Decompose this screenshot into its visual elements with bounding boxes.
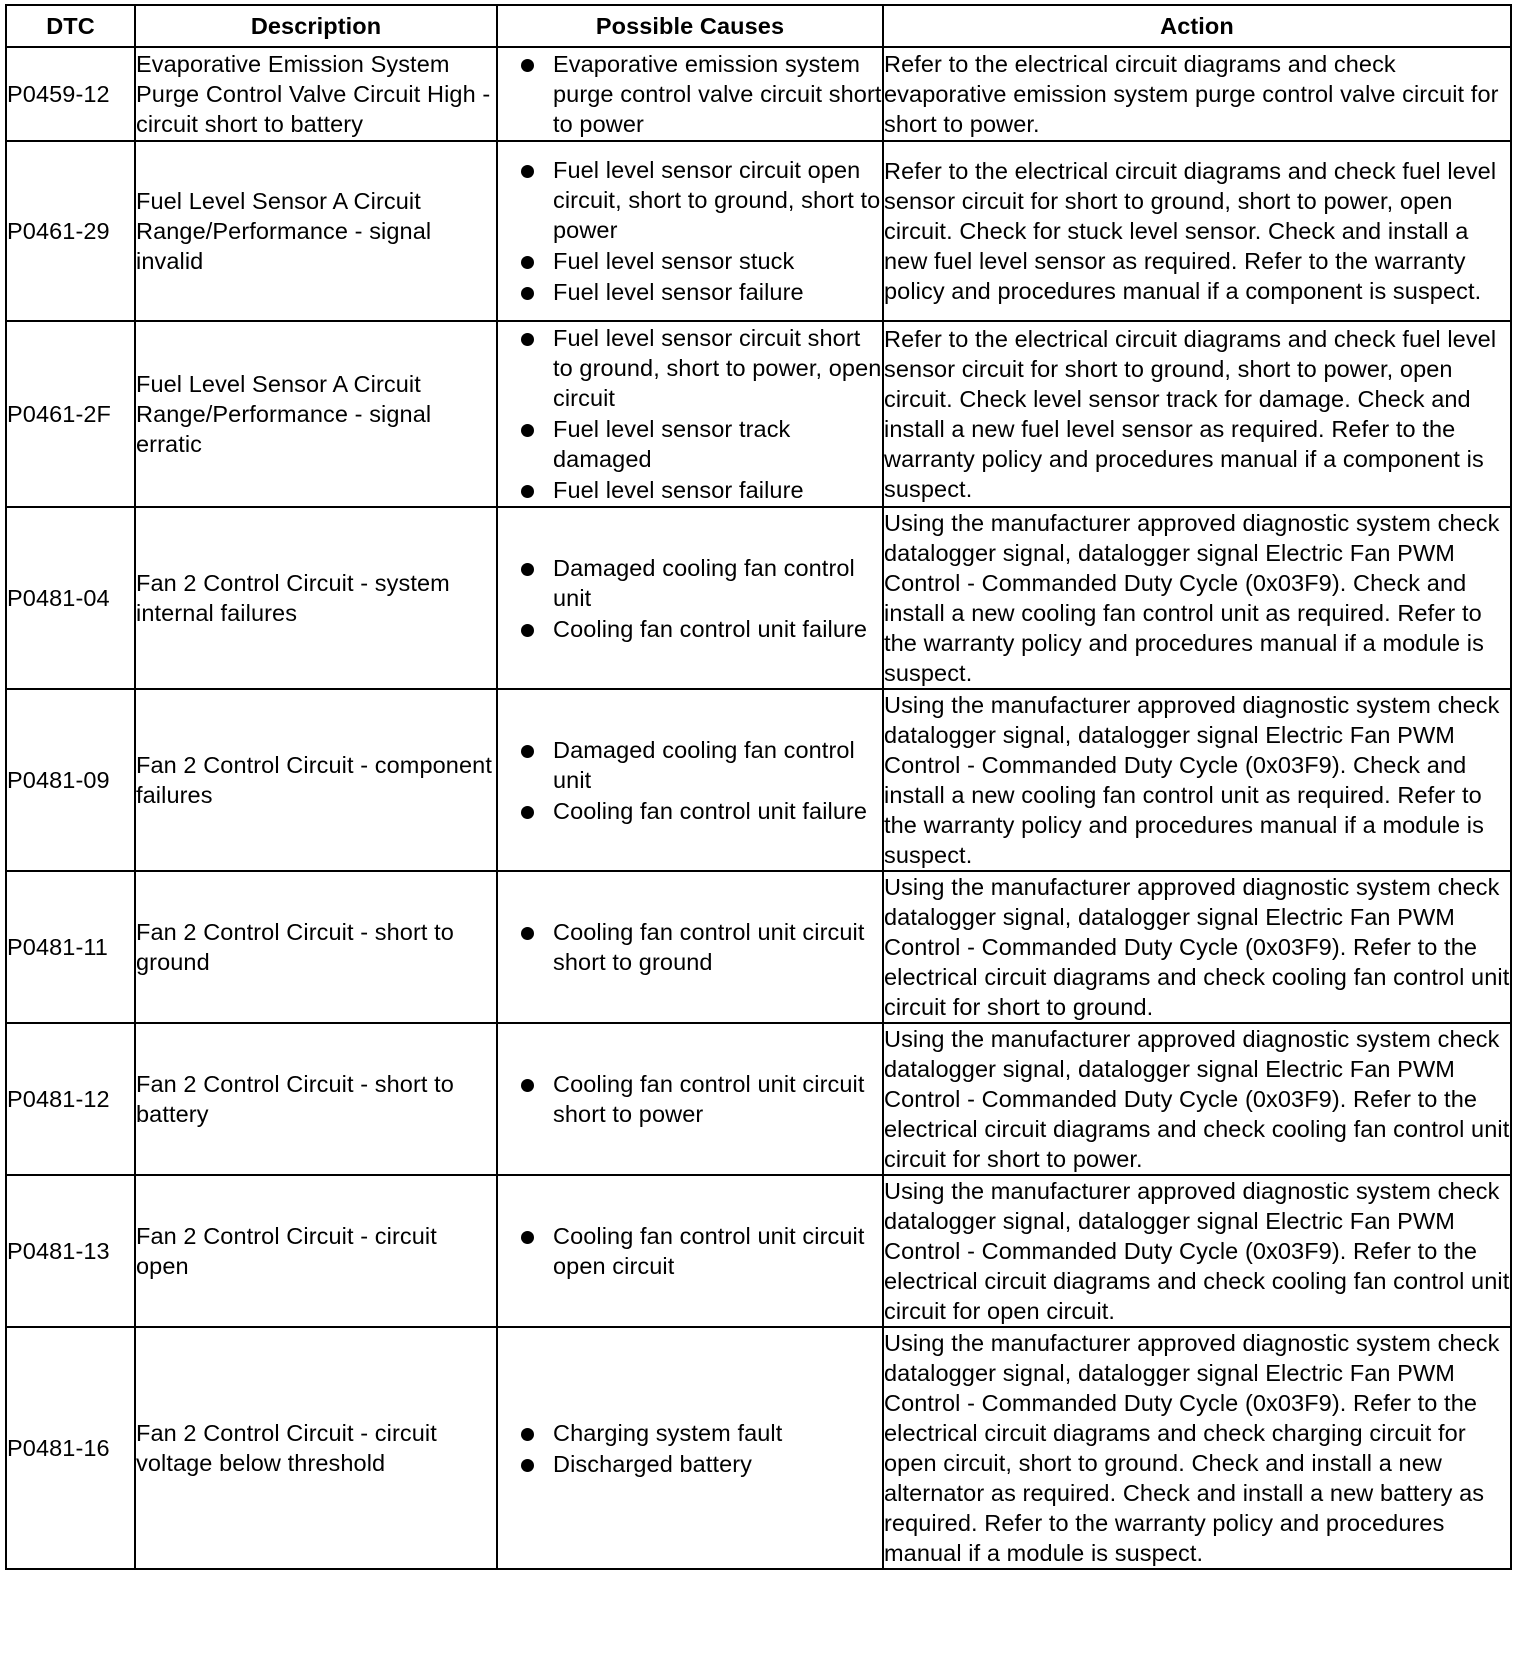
causes-list bbox=[498, 553, 882, 644]
dtc-code: P0481-16 bbox=[6, 1327, 135, 1569]
bullet-icon bbox=[521, 745, 534, 758]
bullet-icon bbox=[521, 424, 534, 437]
cause-text: Cooling fan control unit failure bbox=[553, 615, 868, 642]
table-row bbox=[6, 321, 1511, 507]
cause-item bbox=[498, 1418, 882, 1448]
causes-list bbox=[498, 1069, 882, 1129]
header-description: Description bbox=[135, 5, 497, 47]
dtc-description: Fan 2 Control Circuit - circuit voltage below threshold bbox=[135, 1327, 497, 1569]
possible-causes bbox=[497, 1175, 883, 1327]
cause-item bbox=[498, 1069, 882, 1129]
cause-item bbox=[498, 614, 882, 644]
cause-text: Fuel level sensor failure bbox=[553, 279, 804, 305]
bullet-icon bbox=[521, 1079, 534, 1092]
dtc-description: Fan 2 Control Circuit - component failures bbox=[135, 689, 497, 871]
causes-list bbox=[498, 917, 882, 977]
dtc-description: Fan 2 Control Circuit - circuit open bbox=[135, 1175, 497, 1327]
causes-list bbox=[498, 49, 882, 139]
header-possible-causes: Possible Causes bbox=[497, 5, 883, 47]
dtc-code: P0459-12 bbox=[6, 47, 135, 141]
dtc-code: P0461-29 bbox=[6, 141, 135, 321]
possible-causes bbox=[497, 141, 883, 321]
dtc-action: Using the manufacturer approved diagnostic system check datalogger signal, datalogger signal Electric Fan PWM Control - Commanded Duty Cycle (0x03F9). Check and install a new cooling fan control unit as required. Refer to the warranty policy and procedures manual if a module is suspect. bbox=[883, 507, 1511, 689]
cause-text: Damaged cooling fan control unit bbox=[553, 736, 855, 793]
cause-text: Fuel level sensor failure bbox=[553, 477, 804, 503]
bullet-icon bbox=[521, 563, 534, 576]
causes-list bbox=[498, 1418, 882, 1479]
dtc-description: Fan 2 Control Circuit - system internal failures bbox=[135, 507, 497, 689]
causes-list bbox=[498, 323, 882, 505]
possible-causes bbox=[497, 507, 883, 689]
dtc-table-container bbox=[5, 4, 1510, 1570]
dtc-description: Evaporative Emission System Purge Control Valve Circuit High - circuit short to battery bbox=[135, 47, 497, 141]
dtc-action: Refer to the electrical circuit diagrams and check fuel level sensor circuit for short to ground, short to power, open circuit. Check level sensor track for damage. Check and install a new fuel level sensor as required. Refer to the warranty policy and procedures manual if a component is suspect. bbox=[883, 321, 1511, 507]
cause-text: Cooling fan control unit circuit short to power bbox=[553, 1071, 865, 1127]
dtc-description: Fan 2 Control Circuit - short to ground bbox=[135, 871, 497, 1023]
dtc-code: P0481-04 bbox=[6, 507, 135, 689]
bullet-icon bbox=[521, 1428, 534, 1441]
dtc-action: Using the manufacturer approved diagnostic system check datalogger signal, datalogger signal Electric Fan PWM Control - Commanded Duty Cycle (0x03F9). Refer to the electrical circuit diagrams and check charging circuit for open circuit, short to ground. Check and install a new alternator as required. Check and install a new battery as required. Refer to the warranty policy and procedures manual if a module is suspect. bbox=[883, 1327, 1511, 1569]
table-body bbox=[6, 47, 1511, 1569]
table-row bbox=[6, 1023, 1511, 1175]
cause-item bbox=[498, 1449, 882, 1479]
cause-item bbox=[498, 155, 882, 245]
table-row bbox=[6, 1175, 1511, 1327]
cause-text: Cooling fan control unit circuit open circuit bbox=[553, 1223, 865, 1279]
bullet-icon bbox=[521, 806, 534, 819]
bullet-icon bbox=[521, 1459, 534, 1472]
dtc-action: Using the manufacturer approved diagnostic system check datalogger signal, datalogger signal Electric Fan PWM Control - Commanded Duty Cycle (0x03F9). Check and install a new cooling fan control unit as required. Refer to the warranty policy and procedures manual if a module is suspect. bbox=[883, 689, 1511, 871]
cause-item bbox=[498, 246, 882, 276]
bullet-icon bbox=[521, 333, 534, 346]
possible-causes bbox=[497, 1327, 883, 1569]
table-row bbox=[6, 141, 1511, 321]
cause-text: Fuel level sensor circuit short to ground, short to power, open circuit bbox=[553, 325, 882, 411]
bullet-icon bbox=[521, 485, 534, 498]
cause-text: Cooling fan control unit circuit short to ground bbox=[553, 919, 865, 975]
cause-item bbox=[498, 475, 882, 505]
cause-text: Fuel level sensor circuit open circuit, short to ground, short to power bbox=[553, 157, 881, 243]
possible-causes bbox=[497, 871, 883, 1023]
table-header-row bbox=[6, 5, 1511, 47]
causes-list bbox=[498, 155, 882, 307]
cause-text: Evaporative emission system purge control valve circuit short to power bbox=[553, 51, 882, 137]
possible-causes bbox=[497, 47, 883, 141]
dtc-action: Using the manufacturer approved diagnostic system check datalogger signal, datalogger signal Electric Fan PWM Control - Commanded Duty Cycle (0x03F9). Refer to the electrical circuit diagrams and check cooling fan control unit circuit for open circuit. bbox=[883, 1175, 1511, 1327]
dtc-table bbox=[5, 4, 1512, 1570]
cause-text: Fuel level sensor track damaged bbox=[553, 416, 791, 472]
dtc-action: Using the manufacturer approved diagnostic system check datalogger signal, datalogger signal Electric Fan PWM Control - Commanded Duty Cycle (0x03F9). Refer to the electrical circuit diagrams and check cooling fan control unit circuit for short to ground. bbox=[883, 871, 1511, 1023]
dtc-description: Fuel Level Sensor A Circuit Range/Performance - signal invalid bbox=[135, 141, 497, 321]
cause-text: Charging system fault bbox=[553, 1419, 783, 1446]
dtc-description: Fan 2 Control Circuit - short to battery bbox=[135, 1023, 497, 1175]
causes-list bbox=[498, 735, 882, 826]
table-row bbox=[6, 507, 1511, 689]
cause-item bbox=[498, 1221, 882, 1281]
bullet-icon bbox=[521, 287, 534, 300]
possible-causes bbox=[497, 321, 883, 507]
cause-item bbox=[498, 414, 882, 474]
cause-item bbox=[498, 277, 882, 307]
possible-causes bbox=[497, 689, 883, 871]
dtc-code: P0481-11 bbox=[6, 871, 135, 1023]
cause-text: Discharged battery bbox=[553, 1450, 753, 1477]
header-dtc: DTC bbox=[6, 5, 135, 47]
dtc-code: P0481-09 bbox=[6, 689, 135, 871]
cause-item bbox=[498, 917, 882, 977]
bullet-icon bbox=[521, 927, 534, 940]
cause-item bbox=[498, 735, 882, 795]
dtc-description: Fuel Level Sensor A Circuit Range/Performance - signal erratic bbox=[135, 321, 497, 507]
bullet-icon bbox=[521, 59, 534, 72]
table-row bbox=[6, 1327, 1511, 1569]
cause-text: Cooling fan control unit failure bbox=[553, 797, 868, 824]
causes-list bbox=[498, 1221, 882, 1281]
dtc-code: P0481-12 bbox=[6, 1023, 135, 1175]
header-action: Action bbox=[883, 5, 1511, 47]
table-row bbox=[6, 871, 1511, 1023]
cause-text: Damaged cooling fan control unit bbox=[553, 554, 855, 611]
table-row bbox=[6, 689, 1511, 871]
dtc-action: Refer to the electrical circuit diagrams and check evaporative emission system purge control valve circuit for short to power. bbox=[883, 47, 1511, 141]
bullet-icon bbox=[521, 1231, 534, 1244]
dtc-action: Using the manufacturer approved diagnostic system check datalogger signal, datalogger signal Electric Fan PWM Control - Commanded Duty Cycle (0x03F9). Refer to the electrical circuit diagrams and check cooling fan control unit circuit for short to power. bbox=[883, 1023, 1511, 1175]
cause-text: Fuel level sensor stuck bbox=[553, 248, 795, 274]
table-row bbox=[6, 47, 1511, 141]
cause-item bbox=[498, 49, 882, 139]
cause-item bbox=[498, 796, 882, 826]
cause-item bbox=[498, 323, 882, 413]
dtc-code: P0461-2F bbox=[6, 321, 135, 507]
possible-causes bbox=[497, 1023, 883, 1175]
dtc-action: Refer to the electrical circuit diagrams and check fuel level sensor circuit for short to ground, short to power, open circuit. Check for stuck level sensor. Check and install a new fuel level sensor as required. Refer to the warranty policy and procedures manual if a component is suspect. bbox=[883, 141, 1511, 321]
bullet-icon bbox=[521, 256, 534, 269]
bullet-icon bbox=[521, 624, 534, 637]
bullet-icon bbox=[521, 165, 534, 178]
dtc-code: P0481-13 bbox=[6, 1175, 135, 1327]
cause-item bbox=[498, 553, 882, 613]
